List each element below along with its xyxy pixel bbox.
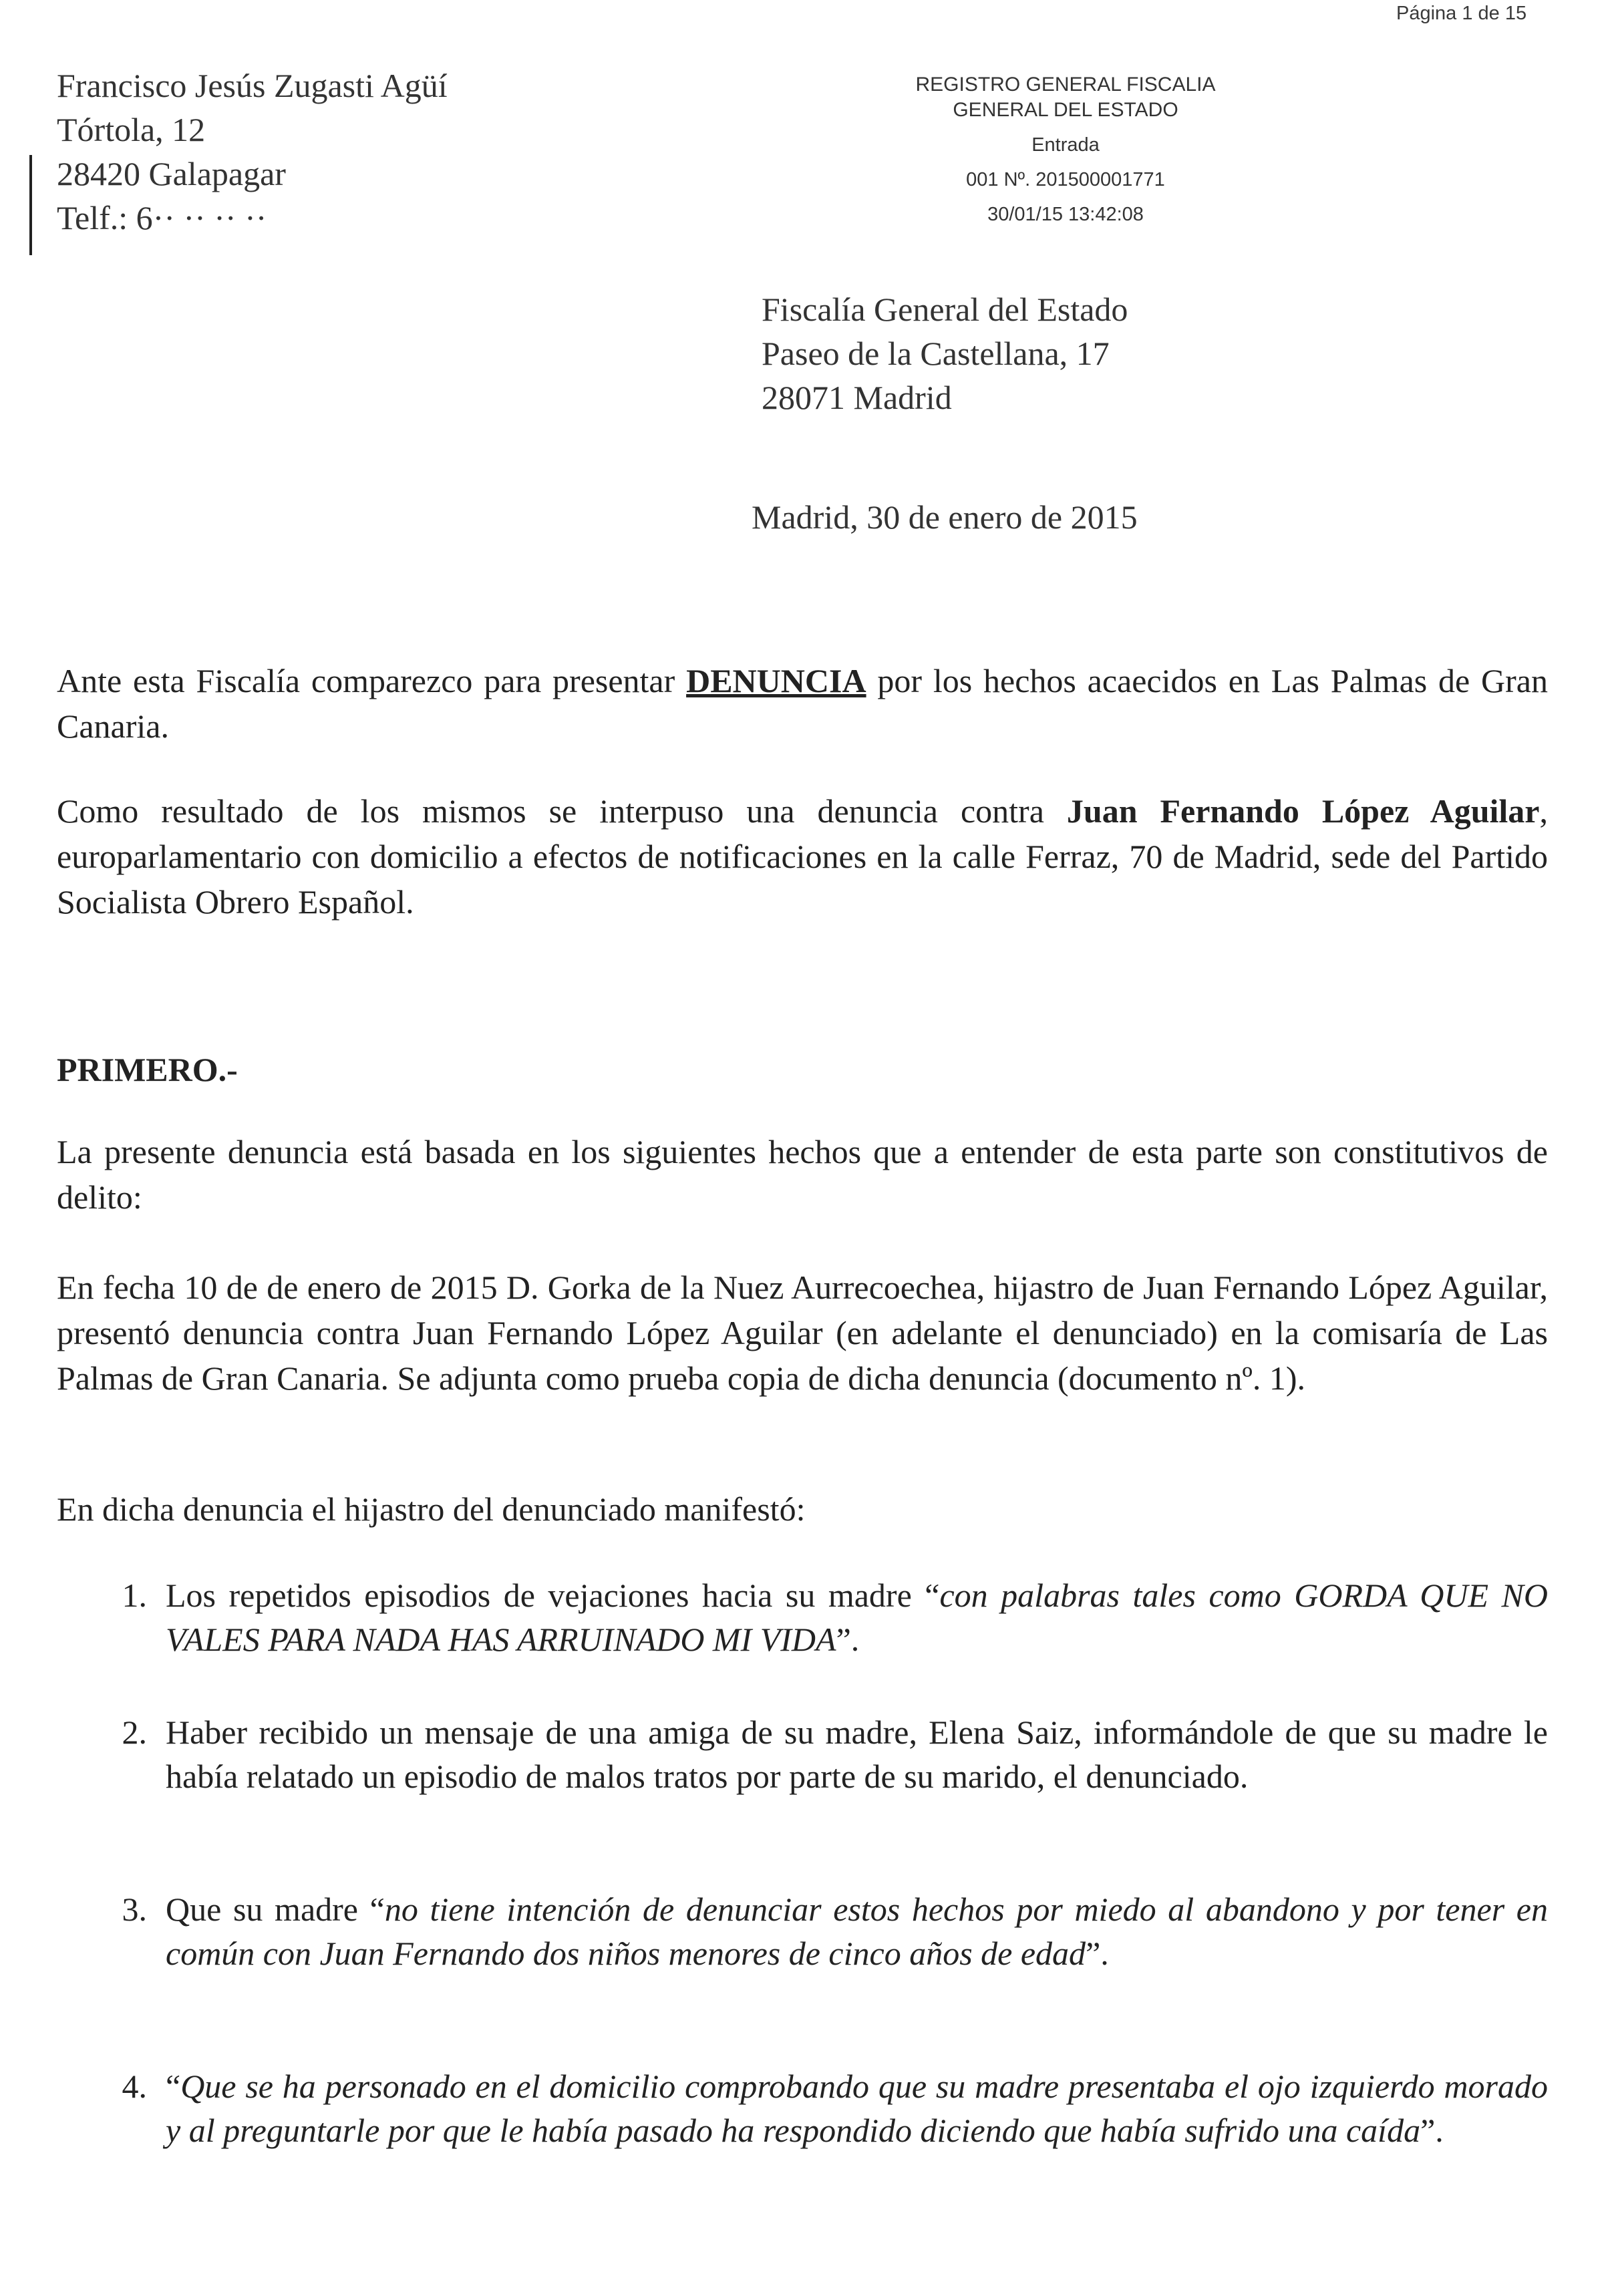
page-number: Página 1 de 15 bbox=[1396, 3, 1527, 24]
recipient-street: Paseo de la Castellana, 17 bbox=[762, 335, 1110, 372]
body-paragraph-3: En dicha denuncia el hijastro del denunciado manifestó: bbox=[57, 1490, 806, 1528]
sender-name: Francisco Jesús Zugasti Agüí bbox=[57, 67, 448, 104]
list-number: 3. bbox=[122, 1891, 147, 1928]
date-line: Madrid, 30 de enero de 2015 bbox=[752, 498, 1138, 536]
registry-stamp bbox=[895, 72, 1236, 227]
list-text-quote: Que se ha personado en el domicilio comprobando que su madre presentaba el ojo izquierdo morado y al preguntarle por que le había pasado ha respondido diciendo que había sufrido una caída bbox=[166, 2068, 1548, 2149]
intro-text: por los hechos acaecidos en Las Palmas de Gran Canaria. bbox=[57, 662, 1548, 745]
list-text-plain: Que su madre “ bbox=[166, 1891, 385, 1928]
list-text-plain: ”. bbox=[836, 1621, 860, 1658]
stamp-datetime: 30/01/15 13:42:08 bbox=[987, 204, 1144, 225]
intro-text: Como resultado de los mismos se interpuso una denuncia contra bbox=[57, 792, 1067, 830]
list-text-quote: no tiene intención de denunciar estos hechos por miedo al abandono y por tener en común con Juan Fernando dos niños menores de cinco años de edad bbox=[166, 1891, 1548, 1972]
list-number: 2. bbox=[122, 1713, 147, 1751]
stamp-entry: Entrada bbox=[1031, 134, 1100, 156]
list-number: 4. bbox=[122, 2068, 147, 2105]
list-text bbox=[166, 2064, 1548, 2152]
sender-street: Tórtola, 12 bbox=[57, 111, 206, 148]
list-text-plain: “ bbox=[166, 2068, 181, 2105]
list-text-plain: Haber recibido un mensaje de una amiga de su madre, Elena Saiz, informándole de que su madre le había relatado un episodio de malos tratos por parte de su marido, el denunciado. bbox=[166, 1713, 1548, 1795]
intro-text: Ante esta Fiscalía comparezco para presentar bbox=[57, 662, 687, 699]
list-text bbox=[166, 1710, 1548, 1798]
list-text-quote: con palabras tales como GORDA QUE NO VALES PARA NADA HAS ARRUINADO MI VIDA bbox=[166, 1577, 1548, 1658]
list-text-plain: Los repetidos episodios de vejaciones hacia su madre “ bbox=[166, 1577, 940, 1614]
recipient-city: 28071 Madrid bbox=[762, 379, 952, 416]
sender-phone: Telf.: 6·· ·· ·· ·· bbox=[57, 199, 267, 236]
margin-mark bbox=[29, 155, 32, 255]
body-paragraph-1: La presente denuncia está basada en los siguientes hechos que a entender de esta parte son constitutivos de delito: bbox=[57, 1133, 1548, 1216]
stamp-number: 001 Nº. 201500001771 bbox=[966, 169, 1165, 190]
intro-paragraph-2 bbox=[57, 788, 1548, 925]
recipient-address-block bbox=[762, 287, 1128, 420]
intro-paragraph-1 bbox=[57, 658, 1548, 749]
body-paragraph-2: En fecha 10 de de enero de 2015 D. Gorka de la Nuez Aurrecoechea, hijastro de Juan Fernando López Aguilar, presentó denuncia contra Juan Fernando López Aguilar (en adelante el denunciado) en la comisaría de Las Palmas de Gran Canaria. Se adjunta como prueba copia de dicha denuncia (documento nº. 1). bbox=[57, 1269, 1548, 1397]
list-text-plain: ”. bbox=[1086, 1935, 1109, 1972]
intro-text: , europarlamentario con domicilio a efectos de notificaciones en la calle Ferraz, 70 de Madrid, sede del Partido Socialista Obrero Español. bbox=[57, 792, 1549, 921]
list-number: 1. bbox=[122, 1577, 147, 1614]
list-text bbox=[166, 1887, 1548, 1975]
list-text bbox=[166, 1573, 1548, 1661]
sender-address-block bbox=[57, 63, 448, 240]
sender-city: 28420 Galapagar bbox=[57, 155, 286, 192]
accused-name: Juan Fernando López Aguilar bbox=[1066, 792, 1540, 830]
denuncia-keyword: DENUNCIA bbox=[686, 662, 866, 699]
section-heading: PRIMERO.- bbox=[57, 1051, 238, 1088]
stamp-line-1: REGISTRO GENERAL FISCALIA bbox=[915, 73, 1216, 96]
recipient-name: Fiscalía General del Estado bbox=[762, 291, 1128, 328]
list-text-plain: ”. bbox=[1420, 2112, 1444, 2149]
stamp-line-2: GENERAL DEL ESTADO bbox=[953, 99, 1178, 121]
